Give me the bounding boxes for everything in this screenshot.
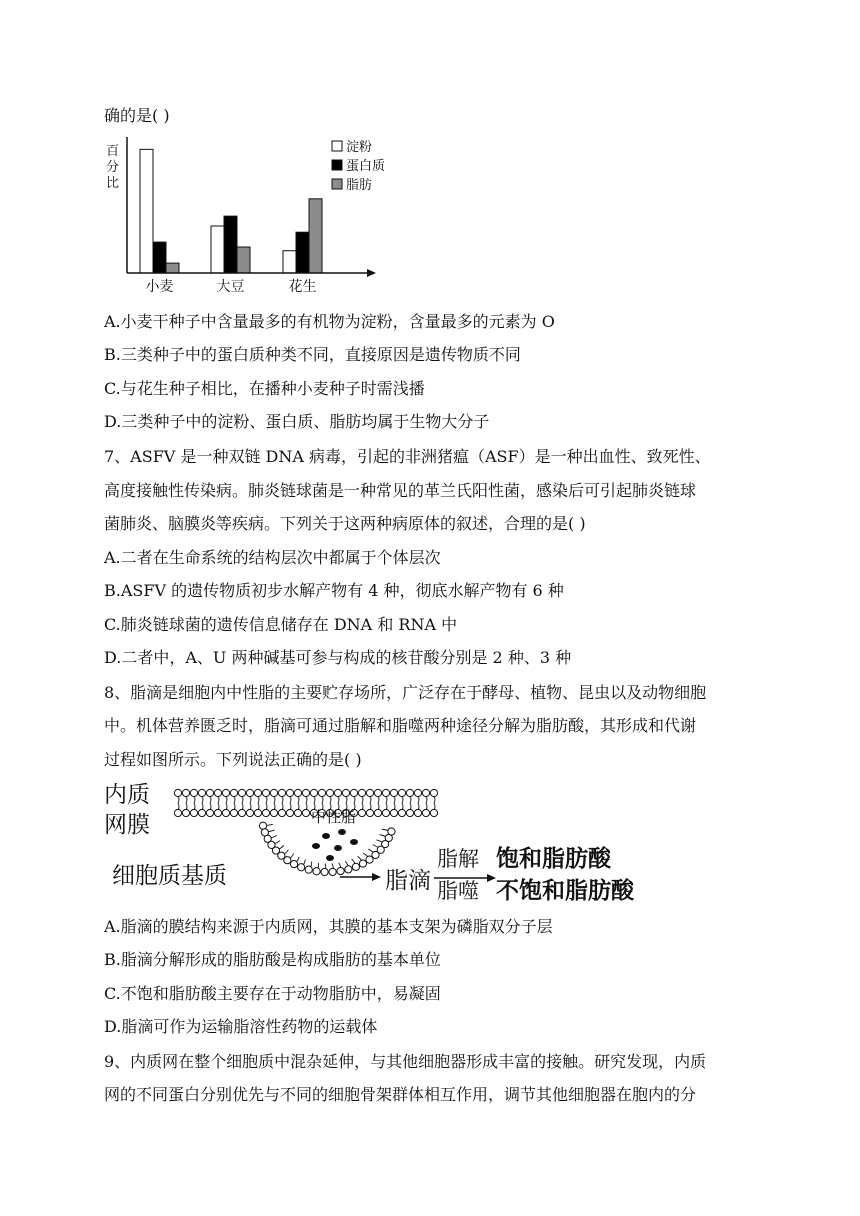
phospholipid-head bbox=[246, 809, 253, 816]
er-label-line-2: 网膜 bbox=[104, 812, 150, 838]
phospholipid-head bbox=[174, 809, 181, 816]
phospholipid-head bbox=[270, 809, 277, 816]
phospholipid-head bbox=[406, 809, 413, 816]
bar-花生-淀粉 bbox=[283, 251, 296, 273]
neutral-fat-dot bbox=[326, 855, 334, 861]
q8-option-b: B.脂滴分解形成的脂肪酸是构成脂肪的基本单位 bbox=[104, 950, 441, 969]
phospholipid-head bbox=[262, 809, 269, 816]
neutral-fat-dot bbox=[338, 829, 346, 835]
x-axis-arrow bbox=[367, 269, 376, 277]
phospholipid-head bbox=[198, 789, 205, 796]
phospholipid-head bbox=[230, 789, 237, 796]
question-lead-in: 确的是( ) bbox=[104, 106, 170, 125]
er-label-line-1: 内质 bbox=[104, 782, 150, 808]
phospholipid-head bbox=[214, 789, 221, 796]
legend-swatch bbox=[332, 160, 342, 170]
neutral-fat-dot bbox=[312, 843, 320, 849]
phospholipid-head bbox=[422, 809, 429, 816]
legend-label: 蛋白质 bbox=[346, 159, 386, 174]
phospholipid-head bbox=[294, 789, 301, 796]
phospholipid-head bbox=[262, 789, 269, 796]
q7-stem-line-2: 高度接触性传染病。肺炎链球菌是一种常见的革兰氏阳性菌，感染后可引起肺炎链球 bbox=[104, 481, 697, 500]
phospholipid-head bbox=[366, 789, 373, 796]
legend-swatch bbox=[332, 179, 342, 189]
phospholipid-head bbox=[337, 867, 344, 874]
phospholipid-head bbox=[334, 789, 341, 796]
legend-label: 脂肪 bbox=[346, 178, 373, 193]
phospholipid-head bbox=[352, 863, 359, 870]
phospholipid-head bbox=[326, 789, 333, 796]
x-tick-label: 小麦 bbox=[145, 279, 174, 295]
phospholipid-head bbox=[284, 857, 291, 864]
phospholipid-head bbox=[310, 789, 317, 796]
q8-option-a: A.脂滴的膜结构来源于内质网，其膜的基本支架为磷脂双分子层 bbox=[104, 917, 553, 936]
phospholipid-head bbox=[222, 789, 229, 796]
phospholipid-head bbox=[342, 789, 349, 796]
y-axis-label-char-1: 百 bbox=[106, 144, 120, 159]
y-axis-label-char-2: 分 bbox=[106, 160, 120, 175]
phospholipid-head bbox=[190, 809, 197, 816]
phospholipid-head bbox=[298, 864, 305, 871]
q7-stem-line-3: 菌肺炎、脑膜炎等疾病。下列关于这两种病原体的叙述，合理的是( ) bbox=[104, 514, 586, 533]
phospholipid-head bbox=[214, 809, 221, 816]
bar-小麦-淀粉 bbox=[140, 149, 153, 273]
phospholipid-head bbox=[222, 809, 229, 816]
neutral-fat-dot bbox=[350, 839, 358, 845]
phospholipid-head bbox=[390, 809, 397, 816]
phospholipid-head bbox=[358, 809, 365, 816]
phospholipid-head bbox=[230, 809, 237, 816]
q7-stem-line-1: 7、ASFV 是一种双链 DNA 病毒，引起的非洲猪瘟（ASF）是一种出血性、致死性、 bbox=[104, 447, 711, 466]
phospholipid-head bbox=[294, 809, 301, 816]
q8-stem-line-1: 8、脂滴是细胞内中性脂的主要贮存场所，广泛存在于酵母、植物、昆虫以及动物细胞 bbox=[104, 683, 707, 702]
phospholipid-head bbox=[286, 809, 293, 816]
q9-stem-line-2: 网的不同蛋白分别优先与不同的细胞骨架群体相互作用，调节其他细胞器在胞内的分 bbox=[104, 1085, 697, 1104]
phospholipid-head bbox=[313, 868, 320, 875]
phospholipid-head bbox=[302, 789, 309, 796]
phospholipid-head bbox=[388, 828, 395, 835]
lipid-droplet-diagram bbox=[104, 780, 664, 910]
lipophagy-label: 脂噬 bbox=[437, 879, 479, 903]
phospholipid-head bbox=[198, 809, 205, 816]
q7-option-b: B.ASFV 的遗传物质初步水解产物有 4 种，彻底水解产物有 6 种 bbox=[104, 581, 564, 600]
legend-swatch bbox=[332, 141, 342, 151]
q7-option-d: D.二者中，A、U 两种碱基可参与构成的核苷酸分别是 2 种、3 种 bbox=[104, 648, 572, 667]
phospholipid-head bbox=[278, 809, 285, 816]
q7-option-c: C.肺炎链球菌的遗传信息储存在 DNA 和 RNA 中 bbox=[104, 615, 458, 634]
phospholipid-head bbox=[359, 860, 366, 867]
phospholipid-head bbox=[182, 809, 189, 816]
phospholipid-head bbox=[390, 789, 397, 796]
q6-option-b: B.三类种子中的蛋白质种类不同，直接原因是遗传物质不同 bbox=[104, 345, 521, 364]
phospholipid-head bbox=[406, 789, 413, 796]
phospholipid-head bbox=[321, 868, 328, 875]
legend bbox=[332, 139, 385, 193]
phospholipid-head bbox=[206, 809, 213, 816]
neutral-fat-dot bbox=[334, 845, 342, 851]
phospholipid-head bbox=[254, 789, 261, 796]
x-tick-label: 大豆 bbox=[216, 279, 245, 295]
lipolysis-label: 脂解 bbox=[437, 847, 479, 871]
phospholipid-head bbox=[422, 789, 429, 796]
phospholipid-head bbox=[398, 809, 405, 816]
phospholipid-head bbox=[414, 809, 421, 816]
phospholipid-head bbox=[430, 789, 437, 796]
phospholipid-head bbox=[302, 809, 309, 816]
bar-大豆-淀粉 bbox=[211, 226, 224, 273]
q6-option-c: C.与花生种子相比，在播种小麦种子时需浅播 bbox=[104, 379, 425, 398]
saturated-fatty-acid-label: 饱和脂肪酸 bbox=[496, 846, 611, 872]
q7-option-a: A.二者在生命系统的结构层次中都属于个体层次 bbox=[104, 548, 441, 567]
cytoplasm-label: 细胞质基质 bbox=[112, 863, 227, 889]
phospholipid-head bbox=[345, 866, 352, 873]
phospholipid-head bbox=[254, 809, 261, 816]
q8-stem-line-2: 中。机体营养匮乏时，脂滴可通过脂解和脂噬两种途径分解为脂肪酸，其形成和代谢 bbox=[104, 716, 697, 735]
phospholipid-head bbox=[414, 789, 421, 796]
q8-stem-line-3: 过程如图所示。下列说法正确的是( ) bbox=[104, 750, 362, 769]
phospholipid-head bbox=[358, 789, 365, 796]
phospholipid-head bbox=[318, 789, 325, 796]
lipid-split-arrow-head bbox=[487, 874, 496, 882]
bar-花生-脂肪 bbox=[309, 199, 322, 273]
phospholipid-head bbox=[374, 789, 381, 796]
phospholipid-head bbox=[246, 789, 253, 796]
phospholipid-head bbox=[182, 789, 189, 796]
phospholipid-head bbox=[398, 789, 405, 796]
droplet-arrow-head bbox=[372, 873, 381, 881]
phospholipid-head bbox=[305, 866, 312, 873]
phospholipid-head bbox=[206, 789, 213, 796]
phospholipid-head bbox=[174, 789, 181, 796]
phospholipid-head bbox=[329, 868, 336, 875]
phospholipid-head bbox=[350, 789, 357, 796]
neutral-fat-label: 中性脂 bbox=[311, 808, 357, 826]
q6-option-a: A.小麦干种子中含量最多的有机物为淀粉，含量最多的元素为 O bbox=[104, 312, 555, 331]
phospholipid-head bbox=[190, 789, 197, 796]
phospholipid-head bbox=[290, 860, 297, 867]
phospholipid-head bbox=[270, 789, 277, 796]
phospholipid-head bbox=[374, 809, 381, 816]
phospholipid-head bbox=[430, 809, 437, 816]
phospholipid-head bbox=[382, 809, 389, 816]
bar-大豆-脂肪 bbox=[237, 247, 250, 273]
q8-option-d: D.脂滴可作为运输脂溶性药物的运载体 bbox=[104, 1017, 378, 1036]
droplet-label: 脂滴 bbox=[385, 868, 431, 894]
legend-label: 淀粉 bbox=[346, 140, 373, 155]
phospholipid-head bbox=[382, 789, 389, 796]
phospholipid-head bbox=[366, 809, 373, 816]
bar-花生-蛋白质 bbox=[296, 232, 309, 273]
y-axis-label-char-3: 比 bbox=[106, 176, 120, 191]
neutral-fat-particles bbox=[312, 829, 358, 861]
q6-option-d: D.三类种子中的淀粉、蛋白质、脂肪均属于生物大分子 bbox=[104, 412, 490, 431]
bar-小麦-蛋白质 bbox=[153, 242, 166, 273]
phospholipid-head bbox=[259, 822, 266, 829]
unsaturated-fatty-acid-label: 不饱和脂肪酸 bbox=[496, 878, 634, 904]
q9-stem-line-1: 9、内质网在整个细胞质中混杂延伸，与其他细胞器形成丰富的接触。研究发现，内质 bbox=[104, 1052, 707, 1071]
phospholipid-head bbox=[238, 809, 245, 816]
phospholipid-head bbox=[278, 789, 285, 796]
phospholipid-head bbox=[286, 789, 293, 796]
x-tick-label: 花生 bbox=[288, 279, 317, 295]
bar-chart bbox=[100, 135, 400, 300]
neutral-fat-dot bbox=[322, 833, 330, 839]
bar-小麦-脂肪 bbox=[166, 263, 179, 273]
phospholipid-head bbox=[238, 789, 245, 796]
bar-大豆-蛋白质 bbox=[224, 216, 237, 273]
q8-option-c: C.不饱和脂肪酸主要存在于动物脂肪中，易凝固 bbox=[104, 984, 441, 1003]
